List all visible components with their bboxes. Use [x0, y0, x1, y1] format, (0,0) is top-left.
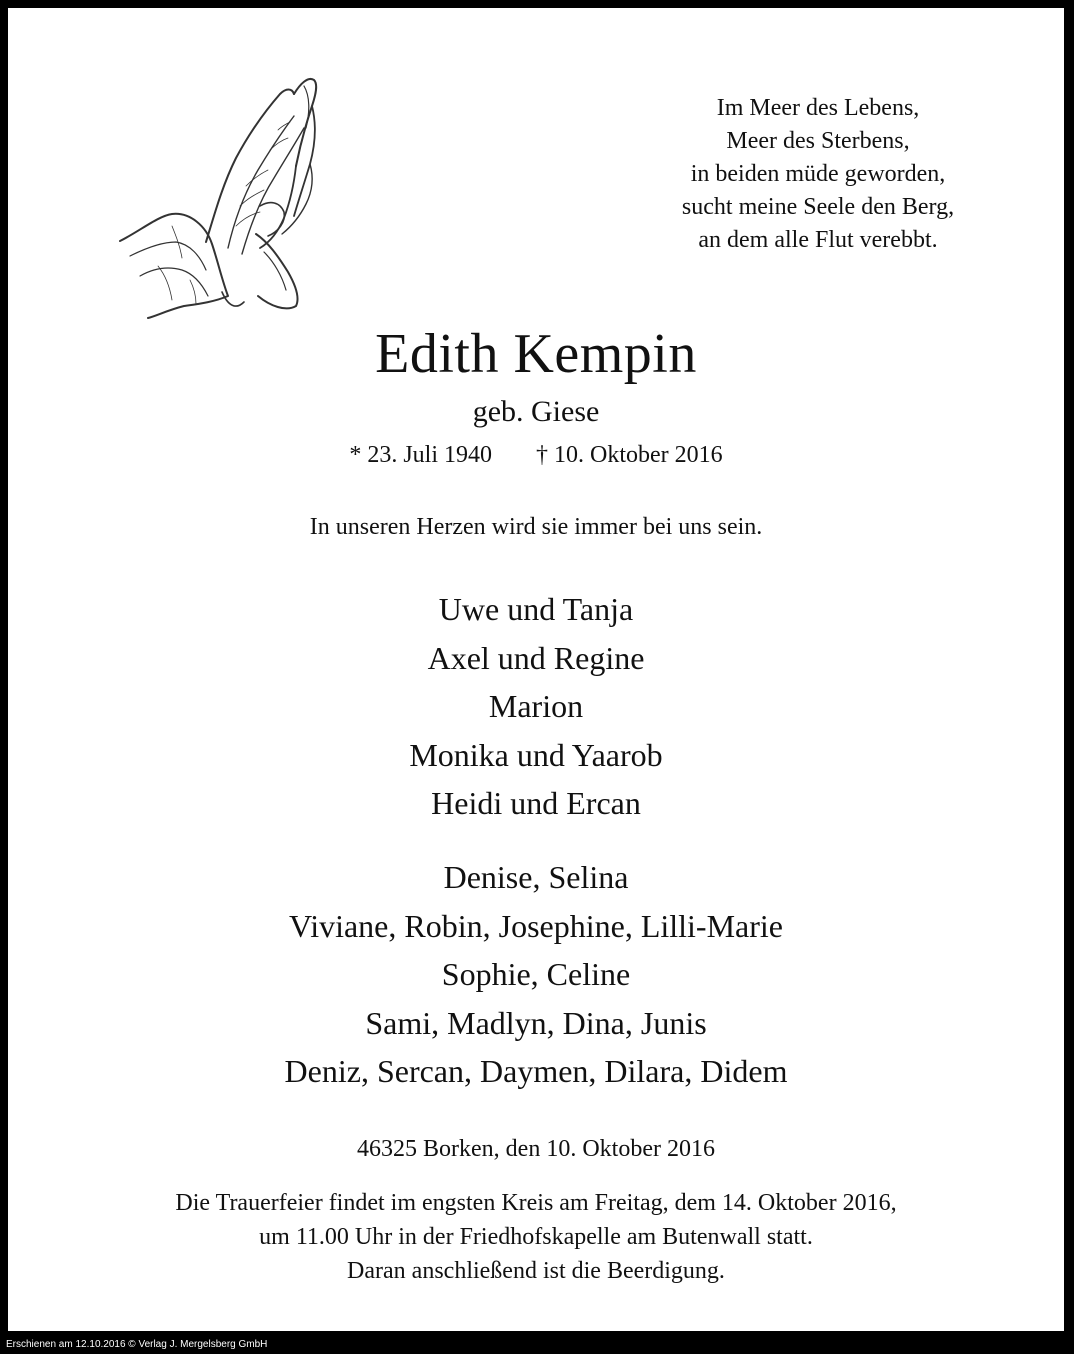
- grandchildren-list: [8, 853, 1064, 1096]
- motto: In unseren Herzen wird sie immer bei uns sein.: [309, 514, 763, 540]
- grandchildren-line: Sophie, Celine: [441, 956, 631, 992]
- funeral-line: Die Trauerfeier findet im engsten Kreis am Freitag, dem 14. Oktober 2016,: [175, 1190, 897, 1216]
- death-date: † 10. Oktober 2016: [536, 442, 723, 468]
- poem-line: Meer des Sterbens,: [726, 128, 910, 154]
- family-line: Marion: [488, 688, 584, 724]
- grandchildren-line: Denise, Selina: [443, 859, 629, 895]
- birth-date: * 23. Juli 1940: [349, 442, 493, 468]
- poem-line: Im Meer des Lebens,: [716, 95, 920, 121]
- praying-hands-icon: [110, 66, 325, 326]
- publication-footer: Erschienen am 12.10.2016 © Verlag J. Mergelsberg GmbH: [6, 1339, 268, 1350]
- poem: [618, 92, 1018, 257]
- poem-line: in beiden müde geworden,: [690, 161, 946, 187]
- funeral-info: [8, 1186, 1064, 1288]
- place-date: 46325 Borken, den 10. Oktober 2016: [357, 1136, 715, 1162]
- grandchildren-line: Deniz, Sercan, Daymen, Dilara, Didem: [284, 1053, 788, 1089]
- funeral-line: Daran anschließend ist die Beerdigung.: [347, 1258, 725, 1284]
- poem-line: an dem alle Flut verebbt.: [698, 227, 938, 253]
- family-list: [8, 585, 1064, 828]
- family-line: Uwe und Tanja: [438, 591, 634, 627]
- maiden-name: geb. Giese: [472, 395, 600, 428]
- grandchildren-line: Viviane, Robin, Josephine, Lilli-Marie: [289, 907, 783, 944]
- funeral-line: um 11.00 Uhr in der Friedhofskapelle am Butenwall statt.: [259, 1224, 813, 1250]
- poem-line: sucht meine Seele den Berg,: [681, 194, 955, 220]
- family-line: Monika und Yaarob: [409, 736, 663, 773]
- grandchildren-line: Sami, Madlyn, Dina, Junis: [365, 1004, 707, 1041]
- family-line: Heidi und Ercan: [431, 785, 641, 821]
- life-dates: [8, 438, 1064, 472]
- family-line: Axel und Regine: [427, 639, 645, 676]
- obituary-card: [8, 8, 1064, 1331]
- deceased-name: Edith Kempin: [375, 323, 697, 385]
